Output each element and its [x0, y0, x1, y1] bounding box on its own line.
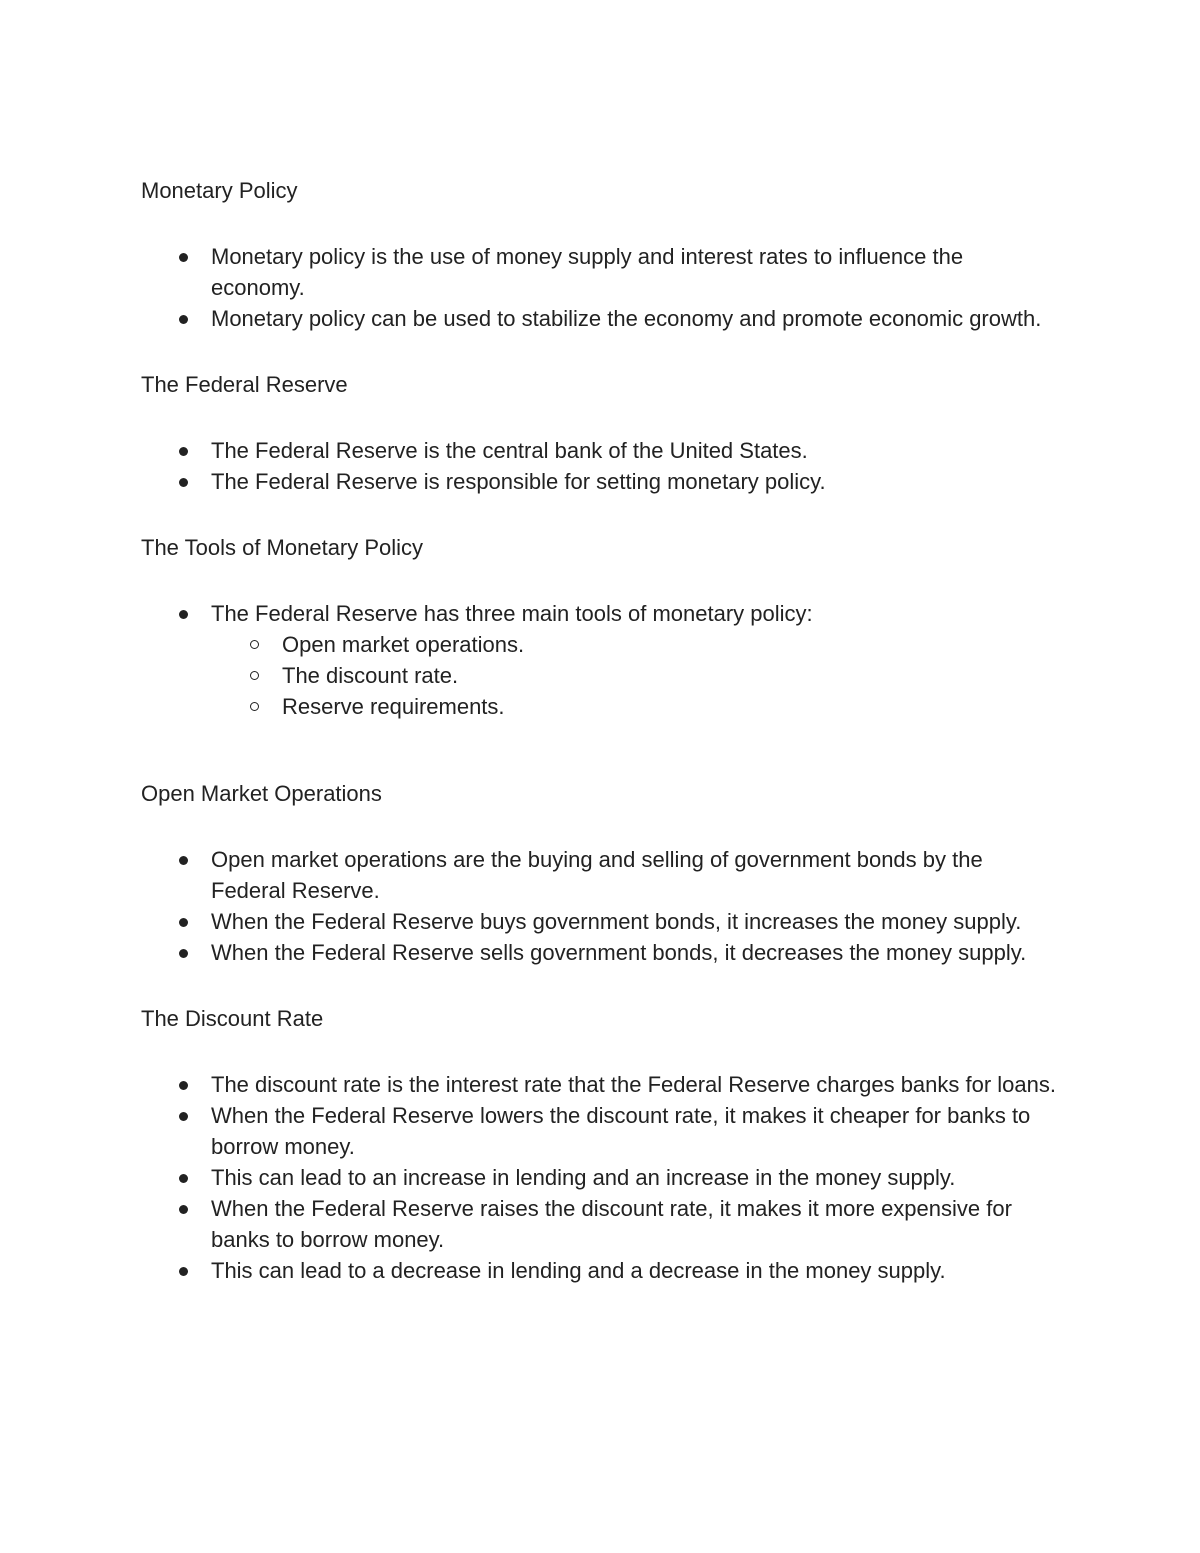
sub-list-item-text: Reserve requirements. — [282, 694, 505, 719]
bullet-icon — [179, 315, 188, 324]
sub-list-item — [141, 660, 1061, 691]
list-item-text: Monetary policy is the use of money supply and interest rates to influence the economy. — [211, 244, 964, 300]
list-item — [141, 1162, 1061, 1193]
bullet-list — [141, 1069, 1061, 1286]
list-item — [141, 466, 1061, 497]
hollow-bullet-icon — [250, 671, 259, 680]
list-item — [141, 1193, 1061, 1255]
section-heading-tools: The Tools of Monetary Policy — [141, 535, 424, 560]
list-item-text: When the Federal Reserve sells government bonds, it decreases the money supply. — [211, 940, 1027, 965]
list-item — [141, 906, 1061, 937]
list-item-text: The Federal Reserve has three main tools of monetary policy: — [211, 601, 813, 626]
list-item — [141, 435, 1061, 466]
sub-list-item — [141, 629, 1061, 660]
bullet-icon — [179, 918, 188, 927]
hollow-bullet-icon — [250, 702, 259, 711]
section-heading-monetary-policy: Monetary Policy — [141, 178, 298, 203]
section-heading-open-market-operations: Open Market Operations — [141, 781, 382, 806]
bullet-icon — [179, 478, 188, 487]
bullet-icon — [179, 1112, 188, 1121]
list-item-text: This can lead to an increase in lending and an increase in the money supply. — [211, 1165, 956, 1190]
bullet-icon — [179, 1267, 188, 1276]
list-item — [141, 937, 1061, 968]
section-heading-discount-rate: The Discount Rate — [141, 1006, 324, 1031]
document-page — [141, 175, 1061, 1321]
bullet-icon — [179, 1205, 188, 1214]
list-item-text: When the Federal Reserve lowers the discount rate, it makes it cheaper for banks to borrow money. — [211, 1103, 1031, 1159]
bullet-list — [141, 598, 1061, 722]
bullet-icon — [179, 856, 188, 865]
bullet-icon — [179, 253, 188, 262]
bullet-icon — [179, 949, 188, 958]
list-item — [141, 1255, 1061, 1286]
list-item-text: Monetary policy can be used to stabilize the economy and promote economic growth. — [211, 306, 1042, 331]
sub-list-item — [141, 691, 1061, 722]
bullet-icon — [179, 610, 188, 619]
sub-bullet-list — [141, 629, 1061, 722]
list-item-text: The Federal Reserve is responsible for setting monetary policy. — [211, 469, 826, 494]
list-item-text: When the Federal Reserve buys government bonds, it increases the money supply. — [211, 909, 1022, 934]
list-item — [141, 1100, 1061, 1162]
sublist-container — [141, 629, 1061, 722]
list-item — [141, 1069, 1061, 1100]
list-item-text: The Federal Reserve is the central bank of the United States. — [211, 438, 808, 463]
bullet-list — [141, 241, 1061, 334]
hollow-bullet-icon — [250, 640, 259, 649]
list-item — [141, 303, 1061, 334]
bullet-list — [141, 844, 1061, 968]
sub-list-item-text: Open market operations. — [282, 632, 525, 657]
bullet-icon — [179, 1174, 188, 1183]
bullet-icon — [179, 447, 188, 456]
list-item-text: When the Federal Reserve raises the discount rate, it makes it more expensive for banks to borrow money. — [211, 1196, 1012, 1252]
list-item — [141, 241, 1061, 303]
list-item-text: Open market operations are the buying and selling of government bonds by the Federal Reserve. — [211, 847, 983, 903]
bullet-list — [141, 435, 1061, 497]
sub-list-item-text: The discount rate. — [282, 663, 459, 688]
list-item-text: This can lead to a decrease in lending and a decrease in the money supply. — [211, 1258, 946, 1283]
bullet-icon — [179, 1081, 188, 1090]
list-item — [141, 598, 1061, 629]
list-item — [141, 844, 1061, 906]
list-item-text: The discount rate is the interest rate that the Federal Reserve charges banks for loans. — [211, 1072, 1057, 1097]
section-heading-federal-reserve: The Federal Reserve — [141, 372, 348, 397]
